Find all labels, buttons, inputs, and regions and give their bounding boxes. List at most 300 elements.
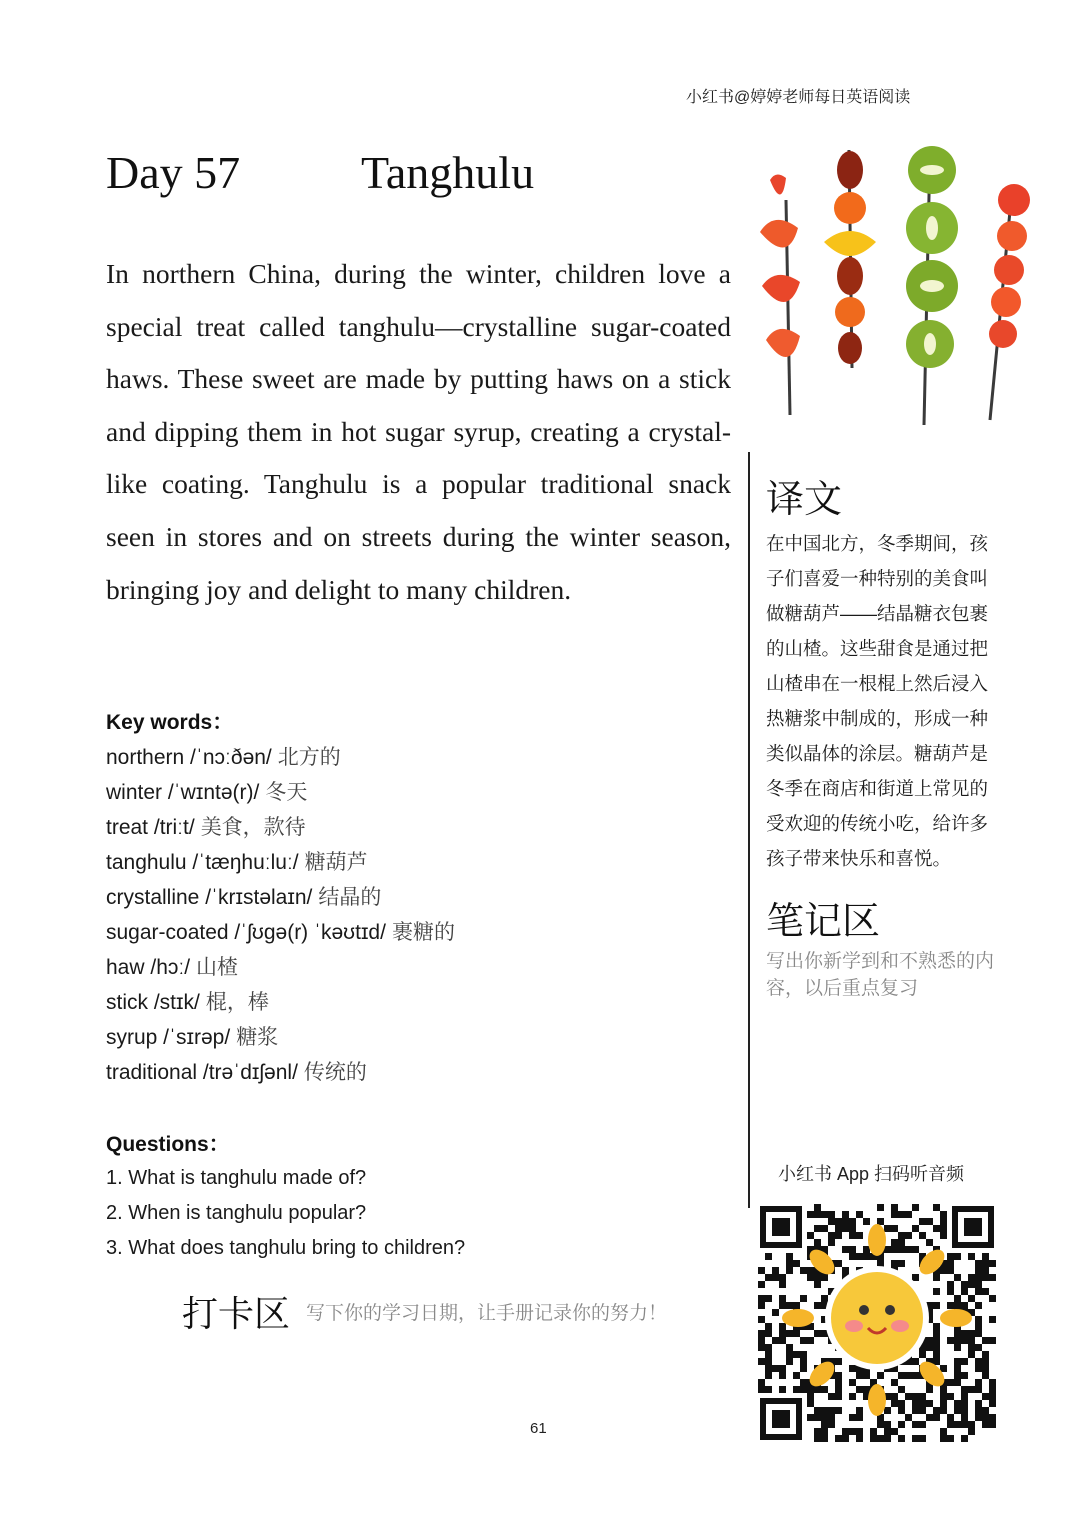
- qr-module: [982, 1260, 989, 1267]
- qr-module: [933, 1351, 940, 1358]
- keyword-item: [106, 917, 455, 952]
- mixed-fruit-skewer: [824, 151, 876, 364]
- qr-module: [961, 1358, 968, 1365]
- qr-module: [898, 1386, 905, 1393]
- qr-module: [989, 1260, 996, 1267]
- qr-module: [933, 1274, 940, 1281]
- qr-module: [933, 1225, 940, 1232]
- qr-module: [954, 1337, 961, 1344]
- qr-module: [814, 1386, 821, 1393]
- qr-module: [898, 1246, 905, 1253]
- qr-module: [793, 1372, 800, 1379]
- qr-module: [814, 1407, 821, 1414]
- qr-module: [779, 1365, 786, 1372]
- qr-module: [905, 1232, 912, 1239]
- qr-module: [982, 1407, 989, 1414]
- qr-module: [779, 1274, 786, 1281]
- qr-module: [800, 1267, 807, 1274]
- keyword-cn: 糖葫芦: [304, 850, 368, 874]
- qr-module: [947, 1288, 954, 1295]
- keyword-en: tanghulu /ˈtæŋhuːluː/: [106, 851, 299, 874]
- qr-module: [758, 1358, 765, 1365]
- qr-module: [947, 1260, 954, 1267]
- qr-module: [919, 1407, 926, 1414]
- qr-module: [793, 1260, 800, 1267]
- qr-module: [786, 1302, 793, 1309]
- qr-module: [933, 1204, 940, 1211]
- qr-module: [975, 1323, 982, 1330]
- qr-module: [779, 1295, 786, 1302]
- qr-module: [884, 1421, 891, 1428]
- qr-module: [891, 1379, 898, 1386]
- qr-module: [835, 1260, 842, 1267]
- qr-module: [821, 1274, 828, 1281]
- notes-hint: 写出你新学到和不熟悉的内容，以后重点复习: [766, 951, 995, 999]
- qr-module: [765, 1386, 772, 1393]
- qr-module: [891, 1393, 898, 1400]
- qr-module: [786, 1330, 793, 1337]
- qr-module: [856, 1372, 863, 1379]
- qr-module: [758, 1379, 765, 1386]
- qr-module: [835, 1358, 842, 1365]
- qr-module: [961, 1414, 968, 1421]
- qr-module: [779, 1386, 786, 1393]
- qr-module: [954, 1421, 961, 1428]
- qr-module: [982, 1365, 989, 1372]
- keywords-heading: Key words：: [106, 711, 234, 734]
- qr-module: [947, 1281, 954, 1288]
- qr-module: [765, 1365, 772, 1372]
- qr-module: [821, 1428, 828, 1435]
- qr-module: [870, 1428, 877, 1435]
- qr-module: [821, 1225, 828, 1232]
- qr-module: [968, 1253, 975, 1260]
- qr-module: [947, 1435, 954, 1442]
- qr-module: [961, 1393, 968, 1400]
- qr-module: [954, 1274, 961, 1281]
- qr-module: [758, 1316, 765, 1323]
- qr-module: [800, 1379, 807, 1386]
- qr-module: [779, 1323, 786, 1330]
- qr-module: [856, 1386, 863, 1393]
- qr-module: [793, 1330, 800, 1337]
- keyword-en: syrup /ˈsɪrəp/: [106, 1026, 231, 1049]
- qr-module: [968, 1428, 975, 1435]
- qr-module: [919, 1351, 926, 1358]
- qr-module: [898, 1232, 905, 1239]
- qr-module: [940, 1267, 947, 1274]
- keyword-en: treat /triːt/: [106, 816, 195, 839]
- qr-module: [758, 1281, 765, 1288]
- qr-module: [982, 1337, 989, 1344]
- qr-module: [807, 1274, 814, 1281]
- qr-module: [947, 1414, 954, 1421]
- qr-module: [765, 1358, 772, 1365]
- qr-module: [849, 1218, 856, 1225]
- qr-module: [933, 1288, 940, 1295]
- qr-module: [842, 1246, 849, 1253]
- qr-module: [814, 1414, 821, 1421]
- qr-module: [919, 1232, 926, 1239]
- qr-module: [758, 1344, 765, 1351]
- page-number: 61: [530, 1420, 547, 1437]
- qr-module: [947, 1302, 954, 1309]
- qr-module: [912, 1274, 919, 1281]
- qr-module: [772, 1274, 779, 1281]
- qr-module: [828, 1232, 835, 1239]
- qr-module: [954, 1358, 961, 1365]
- qr-module: [793, 1386, 800, 1393]
- hawthorn-skewer: [989, 184, 1030, 348]
- keyword-en: crystalline /ˈkrɪstəlaɪn/: [106, 886, 313, 909]
- qr-module: [975, 1386, 982, 1393]
- qr-module: [982, 1274, 989, 1281]
- qr-module: [863, 1372, 870, 1379]
- qr-module: [968, 1281, 975, 1288]
- qr-module: [940, 1428, 947, 1435]
- qr-module: [891, 1260, 898, 1267]
- qr-module: [793, 1351, 800, 1358]
- qr-module: [975, 1288, 982, 1295]
- qr-module: [835, 1372, 842, 1379]
- qr-module: [800, 1337, 807, 1344]
- qr-module: [933, 1344, 940, 1351]
- qr-module: [926, 1414, 933, 1421]
- qr-module: [982, 1358, 989, 1365]
- qr-module: [849, 1365, 856, 1372]
- qr-module: [765, 1330, 772, 1337]
- qr-module: [989, 1337, 996, 1344]
- qr-module: [940, 1400, 947, 1407]
- kiwi-skewer: [906, 146, 958, 368]
- qr-module: [814, 1435, 821, 1442]
- qr-module: [856, 1414, 863, 1421]
- checkin-hint: 写下你的学习日期，让手册记录你的努力！: [306, 1303, 668, 1324]
- keyword-item: [106, 847, 455, 882]
- qr-module: [835, 1225, 842, 1232]
- qr-module: [968, 1274, 975, 1281]
- qr-module: [954, 1379, 961, 1386]
- qr-module: [779, 1302, 786, 1309]
- qr-module: [821, 1407, 828, 1414]
- qr-module: [940, 1232, 947, 1239]
- reading-passage: In northern China, during the winter, children love a special treat called tanghulu—crystalline sugar-coated haws. These sweet are made by putting haws on a stick and dipping them in hot sugar syrup, creating a crystal-like coating. Tanghulu is a popular traditional snack seen in stores and on streets during the winter season, bringing joy and delight to many children.: [106, 258, 731, 605]
- qr-module: [968, 1337, 975, 1344]
- qr-module: [828, 1414, 835, 1421]
- qr-module: [912, 1246, 919, 1253]
- qr-module: [898, 1260, 905, 1267]
- qr-module: [940, 1393, 947, 1400]
- qr-finder-bottom-left: [760, 1398, 802, 1440]
- qr-module: [968, 1295, 975, 1302]
- qr-module: [912, 1421, 919, 1428]
- qr-module: [982, 1421, 989, 1428]
- page-title: [106, 146, 534, 199]
- qr-module: [884, 1225, 891, 1232]
- qr-module: [891, 1239, 898, 1246]
- qr-module: [758, 1330, 765, 1337]
- keyword-cn: 裹糖的: [391, 920, 455, 944]
- qr-module: [968, 1344, 975, 1351]
- qr-module: [989, 1379, 996, 1386]
- qr-module: [940, 1407, 947, 1414]
- qr-module: [912, 1393, 919, 1400]
- qr-module: [800, 1386, 807, 1393]
- qr-module: [954, 1344, 961, 1351]
- keyword-item: [106, 952, 455, 987]
- qr-module: [940, 1435, 947, 1442]
- keyword-cn: 传统的: [303, 1060, 367, 1084]
- qr-module: [828, 1218, 835, 1225]
- qr-module: [947, 1379, 954, 1386]
- qr-module: [912, 1372, 919, 1379]
- qr-module: [926, 1239, 933, 1246]
- qr-module: [835, 1379, 842, 1386]
- qr-module: [877, 1421, 884, 1428]
- qr-module: [933, 1358, 940, 1365]
- qr-module: [814, 1428, 821, 1435]
- qr-module: [891, 1211, 898, 1218]
- qr-module: [933, 1337, 940, 1344]
- qr-module: [772, 1267, 779, 1274]
- qr-module: [835, 1407, 842, 1414]
- qr-module: [975, 1281, 982, 1288]
- keyword-en: sugar-coated /ˈʃʊɡə(r) ˈkəʊtɪd/: [106, 921, 386, 944]
- qr-module: [961, 1386, 968, 1393]
- qr-module: [835, 1435, 842, 1442]
- qr-module: [982, 1414, 989, 1421]
- qr-module: [940, 1225, 947, 1232]
- qr-module: [828, 1393, 835, 1400]
- qr-module: [765, 1323, 772, 1330]
- qr-module: [828, 1239, 835, 1246]
- qr-module: [856, 1232, 863, 1239]
- qr-module: [807, 1393, 814, 1400]
- qr-module: [989, 1421, 996, 1428]
- qr-module: [912, 1400, 919, 1407]
- qr-module: [863, 1253, 870, 1260]
- qr-module: [898, 1239, 905, 1246]
- qr-module: [842, 1267, 849, 1274]
- keywords-list: [106, 742, 455, 1092]
- qr-module: [891, 1204, 898, 1211]
- qr-module: [898, 1421, 905, 1428]
- qr-module: [877, 1260, 884, 1267]
- qr-module: [961, 1400, 968, 1407]
- qr-module: [912, 1204, 919, 1211]
- qr-module: [954, 1372, 961, 1379]
- keyword-en: winter /ˈwɪntə(r)/: [106, 781, 260, 804]
- translation-text: 在中国北方，冬季期间，孩子们喜爱一种特别的美食叫做糖葫芦——结晶糖衣包裹的山楂。这些甜食是通过把山楂串在一根棍上然后浸入热糖浆中制成的，形成一种类似晶体的涂层。糖葫芦是冬季在商店和街道上常见的受欢迎的传统小吃，给许多孩子带来快乐和喜悦。: [766, 533, 989, 869]
- keyword-item: [106, 1022, 455, 1057]
- qr-module: [912, 1435, 919, 1442]
- qr-module: [814, 1281, 821, 1288]
- qr-module: [814, 1225, 821, 1232]
- qr-module: [807, 1211, 814, 1218]
- qr-module: [786, 1267, 793, 1274]
- qr-module: [989, 1386, 996, 1393]
- topic-title: Tanghulu: [361, 147, 535, 198]
- qr-module: [814, 1239, 821, 1246]
- qr-module: [947, 1421, 954, 1428]
- tanghulu-illustration: [744, 140, 1044, 440]
- qr-module: [898, 1211, 905, 1218]
- qr-module: [849, 1253, 856, 1260]
- qr-module: [891, 1428, 898, 1435]
- qr-module: [898, 1435, 905, 1442]
- qr-module: [926, 1400, 933, 1407]
- qr-module: [919, 1435, 926, 1442]
- qr-module: [933, 1414, 940, 1421]
- qr-module: [919, 1393, 926, 1400]
- qr-module: [982, 1393, 989, 1400]
- qr-module: [975, 1316, 982, 1323]
- keyword-cn: 糖浆: [236, 1025, 279, 1049]
- keyword-en: haw /hɔː/: [106, 956, 191, 979]
- qr-module: [933, 1302, 940, 1309]
- keyword-cn: 北方的: [277, 745, 341, 769]
- qr-module: [905, 1393, 912, 1400]
- qr-module: [898, 1372, 905, 1379]
- qr-module: [814, 1302, 821, 1309]
- qr-module: [947, 1393, 954, 1400]
- qr-code[interactable]: [758, 1204, 996, 1442]
- watermark: 小红书@婷婷老师每日英语阅读: [686, 89, 911, 106]
- qr-module: [954, 1330, 961, 1337]
- qr-module: [765, 1274, 772, 1281]
- keyword-item: [106, 742, 455, 777]
- qr-module: [982, 1253, 989, 1260]
- qr-module: [821, 1414, 828, 1421]
- qr-module: [779, 1337, 786, 1344]
- qr-module: [856, 1435, 863, 1442]
- qr-module: [989, 1400, 996, 1407]
- qr-module: [954, 1302, 961, 1309]
- qr-module: [800, 1295, 807, 1302]
- qr-module: [961, 1435, 968, 1442]
- qr-module: [842, 1225, 849, 1232]
- qr-module: [786, 1351, 793, 1358]
- qr-module: [947, 1267, 954, 1274]
- qr-module: [975, 1302, 982, 1309]
- qr-module: [989, 1316, 996, 1323]
- qr-module: [779, 1372, 786, 1379]
- qr-module: [905, 1372, 912, 1379]
- qr-module: [758, 1295, 765, 1302]
- qr-finder-top-left: [760, 1206, 802, 1248]
- qr-module: [933, 1330, 940, 1337]
- checkin-title: 打卡区: [182, 1293, 291, 1334]
- qr-module: [884, 1407, 891, 1414]
- keyword-item: [106, 777, 455, 812]
- qr-module: [786, 1358, 793, 1365]
- qr-module: [975, 1274, 982, 1281]
- qr-module: [954, 1295, 961, 1302]
- qr-module: [975, 1379, 982, 1386]
- qr-module: [814, 1204, 821, 1211]
- qr-module: [954, 1407, 961, 1414]
- qr-module: [975, 1260, 982, 1267]
- strawberry-skewer: [760, 174, 800, 357]
- qr-module: [975, 1407, 982, 1414]
- qr-module: [821, 1421, 828, 1428]
- day-label: Day 57: [106, 147, 241, 198]
- qr-module: [821, 1295, 828, 1302]
- qr-module: [800, 1365, 807, 1372]
- qr-module: [884, 1435, 891, 1442]
- qr-module: [765, 1253, 772, 1260]
- qr-module: [849, 1414, 856, 1421]
- qr-module: [849, 1393, 856, 1400]
- qr-module: [982, 1351, 989, 1358]
- keyword-en: traditional /trəˈdɪʃənl/: [106, 1061, 298, 1084]
- qr-module: [835, 1232, 842, 1239]
- qr-module: [807, 1400, 814, 1407]
- qr-module: [779, 1281, 786, 1288]
- qr-module: [849, 1232, 856, 1239]
- qr-module: [849, 1246, 856, 1253]
- qr-module: [842, 1435, 849, 1442]
- qr-module: [947, 1337, 954, 1344]
- qr-module: [926, 1386, 933, 1393]
- keyword-cn: 结晶的: [318, 885, 382, 909]
- qr-module: [968, 1351, 975, 1358]
- qr-module: [961, 1330, 968, 1337]
- qr-module: [961, 1281, 968, 1288]
- qr-module: [758, 1302, 765, 1309]
- questions-list: [106, 1163, 465, 1258]
- qr-module: [870, 1435, 877, 1442]
- qr-module: [989, 1295, 996, 1302]
- qr-module: [940, 1211, 947, 1218]
- qr-module: [975, 1365, 982, 1372]
- qr-module: [856, 1407, 863, 1414]
- qr-module: [968, 1330, 975, 1337]
- keyword-cn: 冬天: [265, 780, 308, 804]
- qr-module: [849, 1428, 856, 1435]
- qr-module: [786, 1253, 793, 1260]
- qr-module: [982, 1372, 989, 1379]
- qr-module: [849, 1379, 856, 1386]
- qr-module: [772, 1337, 779, 1344]
- qr-module: [961, 1302, 968, 1309]
- qr-module: [765, 1372, 772, 1379]
- qr-module: [842, 1218, 849, 1225]
- qr-module: [758, 1386, 765, 1393]
- qr-module: [772, 1309, 779, 1316]
- qr-module: [793, 1302, 800, 1309]
- qr-module: [842, 1211, 849, 1218]
- qr-module: [814, 1330, 821, 1337]
- qr-module: [856, 1211, 863, 1218]
- qr-module: [877, 1204, 884, 1211]
- qr-module: [968, 1421, 975, 1428]
- qr-module: [877, 1435, 884, 1442]
- qr-module: [842, 1428, 849, 1435]
- keyword-en: northern /ˈnɔːðən/: [106, 746, 272, 769]
- qr-module: [919, 1218, 926, 1225]
- qr-module: [758, 1337, 765, 1344]
- qr-module: [989, 1393, 996, 1400]
- keyword-cn: 山楂: [196, 955, 239, 979]
- qr-module: [863, 1386, 870, 1393]
- qr-module: [954, 1400, 961, 1407]
- keyword-item: [106, 882, 455, 917]
- qr-module: [912, 1225, 919, 1232]
- qr-module: [919, 1421, 926, 1428]
- qr-module: [975, 1267, 982, 1274]
- qr-module: [877, 1372, 884, 1379]
